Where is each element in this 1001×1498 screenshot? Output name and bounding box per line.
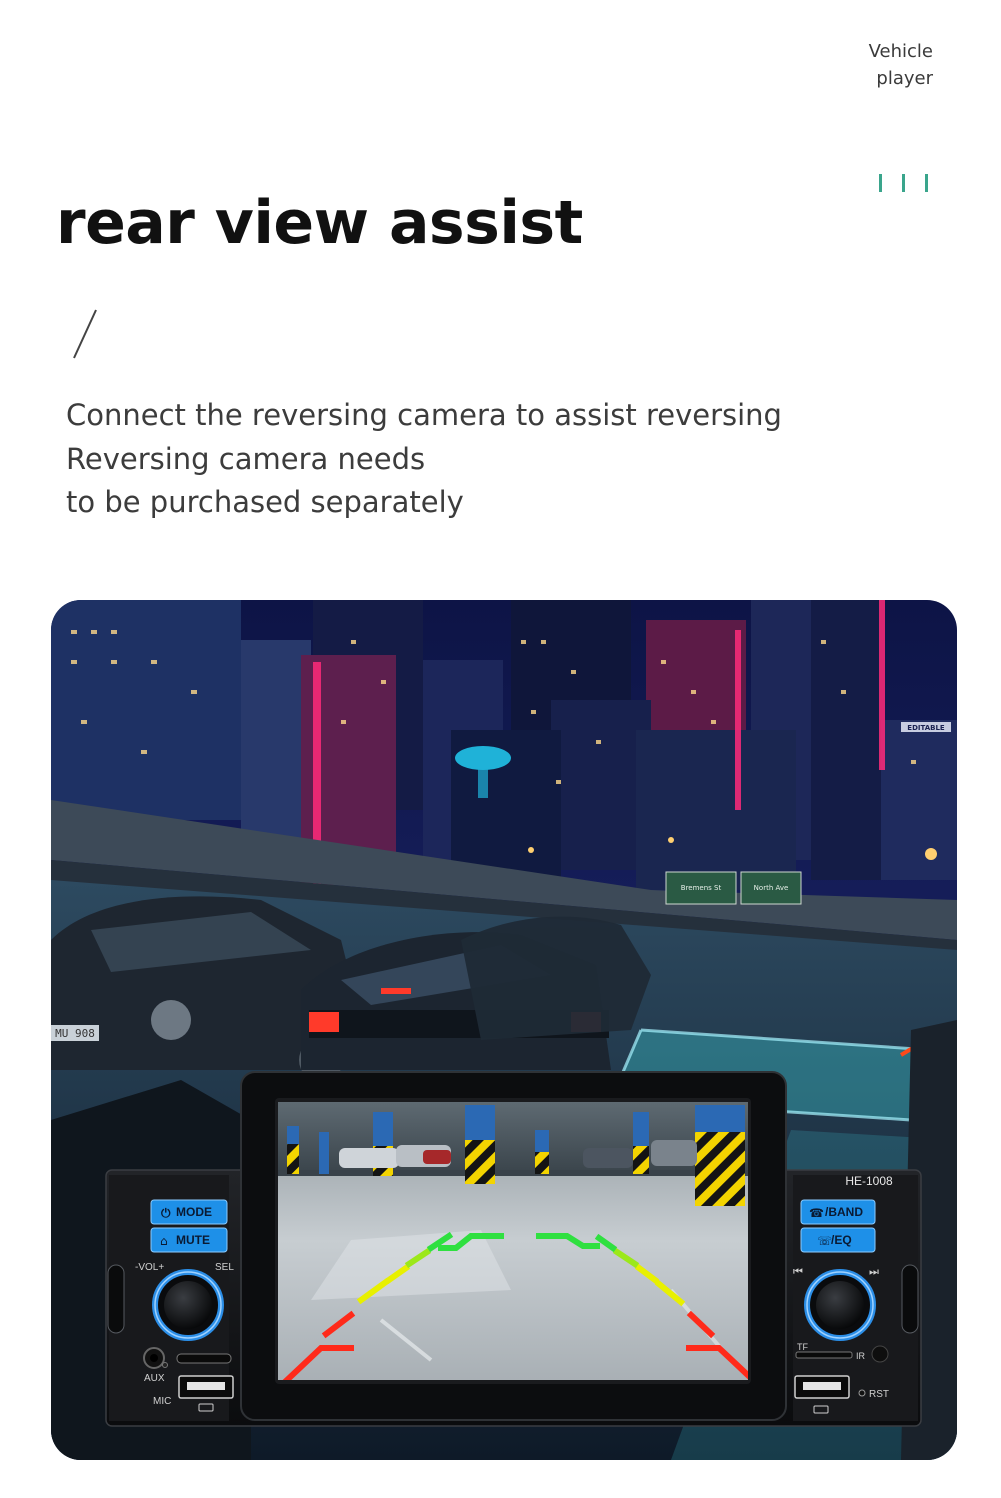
- aux-label: AUX: [144, 1373, 165, 1384]
- plate-text: MU 908: [55, 1027, 95, 1040]
- sel-label: SEL: [215, 1262, 234, 1273]
- rst-label: RST: [869, 1389, 889, 1400]
- description-line-3: to be purchased separately: [66, 485, 464, 519]
- phone-hangup-icon: ☏: [817, 1234, 833, 1248]
- ir-sensor: [872, 1346, 888, 1362]
- reset-button[interactable]: [859, 1390, 865, 1396]
- mode-label: MODE: [176, 1205, 212, 1219]
- band-label: /BAND: [825, 1205, 863, 1219]
- mute-button[interactable]: [151, 1228, 227, 1252]
- description-line-2: Reversing camera needs: [66, 441, 426, 476]
- home-icon: ⌂: [160, 1234, 168, 1248]
- camera-screen: [278, 1102, 753, 1380]
- mute-label: MUTE: [176, 1233, 210, 1247]
- usb-port-right[interactable]: [795, 1376, 849, 1398]
- usb-port-left[interactable]: [179, 1376, 233, 1398]
- mic-label: MIC: [153, 1396, 172, 1407]
- model-label: HE-1008: [845, 1174, 893, 1188]
- corner-label-line2: player: [876, 68, 933, 89]
- billboard-text: EDITABLE: [907, 724, 945, 732]
- corner-label-line1: Vehicle: [868, 41, 933, 62]
- band-button[interactable]: [801, 1200, 875, 1224]
- vol-label: -VOL+: [135, 1262, 165, 1273]
- tuning-knob[interactable]: [804, 1269, 876, 1341]
- volume-knob[interactable]: [152, 1269, 224, 1341]
- corner-label: [813, 38, 933, 92]
- ir-label: IR: [856, 1351, 865, 1361]
- accent-bars-icon: [879, 174, 931, 194]
- sd-card-slot[interactable]: [177, 1354, 231, 1363]
- power-icon: ⏻: [161, 1206, 171, 1220]
- road-sign-1: Bremens St: [680, 884, 722, 892]
- eq-button[interactable]: [801, 1228, 875, 1252]
- phone-answer-icon: ☎: [809, 1206, 824, 1220]
- tf-label: TF: [797, 1342, 808, 1352]
- page-title: rear view assist: [56, 188, 583, 258]
- tf-card-slot[interactable]: [796, 1352, 852, 1358]
- product-scene: [51, 600, 957, 1460]
- description-line-1: Connect the reversing camera to assist reversing: [66, 398, 782, 432]
- road-sign-2: North Ave: [753, 884, 789, 892]
- previous-track-icon[interactable]: ⏮: [793, 1265, 803, 1278]
- mode-button[interactable]: [151, 1200, 227, 1224]
- aux-jack[interactable]: [144, 1348, 164, 1368]
- next-track-icon[interactable]: ⏭: [869, 1265, 879, 1278]
- eq-label: /EQ: [831, 1233, 852, 1247]
- description: [66, 394, 826, 525]
- slash-divider-icon: [70, 308, 100, 360]
- scene-illustration: [51, 600, 957, 1460]
